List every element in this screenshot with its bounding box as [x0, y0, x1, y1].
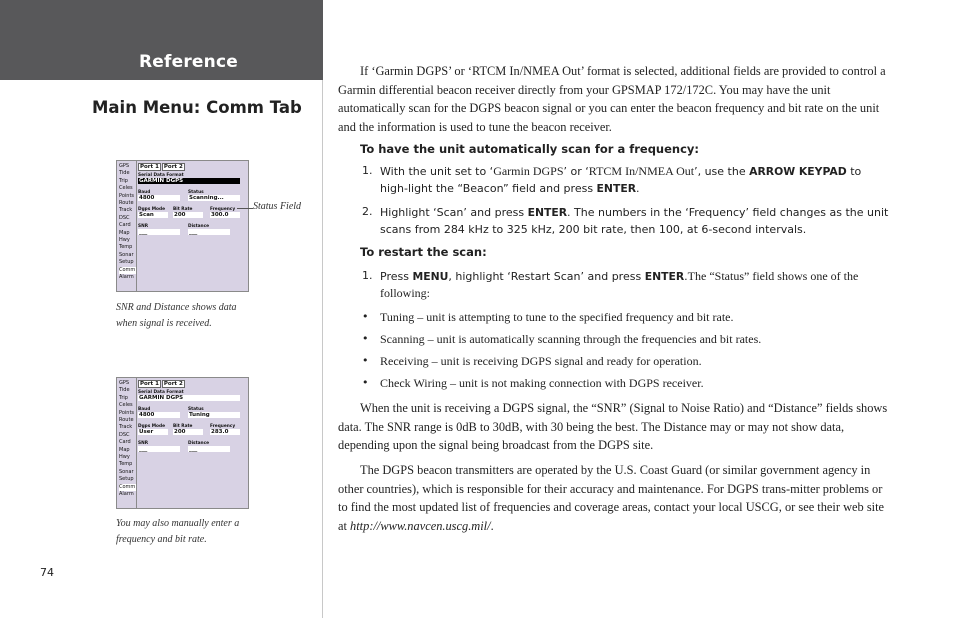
snr-label: SNR [138, 224, 148, 229]
sidebar-item: Tide [119, 170, 130, 177]
status-label: Status [188, 407, 204, 412]
sidebar-item-comm: Comm [119, 483, 136, 490]
sidebar-item: Sonar [119, 251, 134, 258]
sidebar-item: Setup [119, 476, 134, 483]
baud-value: 4800 [138, 195, 180, 201]
dgps-mode-value: User [138, 429, 168, 435]
caption-manual-entry: You may also manually enter a frequency and bit rate. [116, 518, 240, 545]
status-field-callout: Status Field [253, 201, 302, 212]
bullet-icon: • [362, 332, 369, 345]
serial-format-value: GARMIN DGPS [138, 178, 240, 184]
bullet-icon: • [362, 376, 369, 389]
snr-value: ___ [138, 229, 180, 235]
frequency-value: 300.0 [210, 212, 240, 218]
sidebar-item: Hwy [119, 237, 130, 244]
bit-rate-value: 200 [173, 429, 203, 435]
page-number: 74 [40, 566, 54, 579]
baud-label: Baud [138, 190, 151, 195]
sidebar-item: Tide [119, 387, 130, 394]
status-label: Status [188, 190, 204, 195]
distance-value: ___ [188, 229, 230, 235]
sidebar-item: GPS [119, 380, 130, 386]
dgps-mode-label: Dgps Mode [138, 207, 165, 212]
sidebar-item: Map [119, 446, 130, 453]
column-divider [322, 80, 323, 618]
serial-format-value: GARMIN DGPS [138, 395, 240, 401]
heading-auto-scan: To have the unit automatically scan for a frequency: [360, 142, 700, 156]
sidebar-item: Temp [119, 244, 133, 251]
bit-rate-label: Bit Rate [173, 207, 193, 212]
status-value: Scanning... [188, 195, 240, 201]
screen-sidebar [119, 163, 136, 282]
sidebar-item: Points [119, 409, 135, 416]
coast-guard-paragraph: The DGPS beacon transmitters are operated by the U.S. Coast Guard (or similar government agency in other countries), which is responsible for their accuracy and maintenance. For DGPS trans-mitter problems or to find the most updated list of frequencies and coverage areas, contact your local USCG, or see their web site at http://www.navcen.uscg.mil/. [338, 463, 885, 533]
bit-rate-label: Bit Rate [173, 424, 193, 429]
sidebar-item: Temp [119, 461, 133, 468]
sidebar-item: Alarm [119, 491, 134, 498]
baud-value: 4800 [138, 412, 180, 418]
tab-port-1: Port 1 [140, 381, 159, 387]
distance-value: ___ [188, 446, 230, 452]
sidebar-item: DSC [119, 431, 130, 438]
sidebar-item: GPS [119, 163, 130, 169]
sidebar-item: Card [119, 439, 131, 446]
tab-label: Reference [139, 52, 238, 72]
sidebar-item-comm: Comm [119, 266, 136, 273]
bullet-icon: • [362, 310, 369, 323]
step-number: 1. [362, 164, 373, 177]
serial-format-label: Serial Data Format [138, 173, 184, 178]
step-1: With the unit set to ‘Garmin DGPS’ or ‘RTCM In/NMEA Out’, use the ARROW KEYPAD to high-light the “Beacon” field and press ENTER. [380, 164, 862, 195]
sidebar-item: Sonar [119, 468, 134, 475]
uscg-link[interactable]: http://www.navcen.uscg.mil/ [350, 518, 491, 533]
reference-tab [0, 0, 323, 80]
caption-snr-distance: SNR and Distance shows data when signal is received. [116, 302, 237, 329]
sidebar-item: Route [119, 417, 134, 424]
sidebar-item: Trip [119, 394, 128, 401]
sidebar-item: DSC [119, 214, 130, 221]
list-item: Receiving – unit is receiving DGPS signal and ready for operation. [380, 354, 702, 368]
screen-content [138, 380, 245, 452]
sidebar-item: Track [119, 424, 133, 431]
frequency-label: Frequency [210, 424, 236, 429]
bit-rate-value: 200 [173, 212, 203, 218]
restart-step-1: Press MENU, highlight ‘Restart Scan’ and press ENTER.The “Status” field shows one of the following: [380, 269, 859, 300]
list-item: Tuning – unit is attempting to tune to the specified frequency and bit rate. [380, 310, 734, 324]
list-item: Check Wiring – unit is not making connection with DGPS receiver. [380, 376, 704, 390]
serial-format-label: Serial Data Format [138, 390, 184, 395]
sidebar-item: Route [119, 200, 134, 207]
frequency-value: 283.0 [210, 429, 240, 435]
dgps-mode-value: Scan [138, 212, 168, 218]
distance-label: Distance [188, 224, 210, 229]
status-value: Tuning [188, 412, 240, 418]
snr-paragraph: When the unit is receiving a DGPS signal, the “SNR” (Signal to Noise Ratio) and “Distance” fields shows data. The SNR range is 0dB to 30dB, with 30 being the best. The Distance may or may not show data, depending upon the signal being broadcast from the DGPS site. [338, 401, 888, 453]
tab-port-2: Port 2 [163, 164, 183, 170]
sidebar-item: Track [119, 207, 133, 214]
sidebar-item: Alarm [119, 274, 134, 281]
tab-port-2: Port 2 [163, 381, 183, 387]
tab-port-1: Port 1 [140, 164, 159, 170]
device-screen-scanning [116, 160, 249, 292]
sidebar-item: Trip [119, 177, 128, 184]
screen-content [138, 163, 245, 235]
intro-paragraph: If ‘Garmin DGPS’ or ‘RTCM In/NMEA Out’ format is selected, additional fields are provided to control a Garmin differential beacon receiver directly from your GPSMAP 172/172C. You may have the unit automatically scan for the DGPS beacon signal or you can enter the beacon frequency and bit rate on the unit and the information is used to tune the beacon receiver. [338, 64, 886, 134]
sidebar-item: Map [119, 229, 130, 236]
step-2: Highlight ‘Scan’ and press ENTER. The numbers in the ‘Frequency’ field changes as the unit scans from 284 kHz to 325 kHz, 200 bit rate, then 100, at 6-second intervals. [380, 206, 889, 236]
list-item: Scanning – unit is automatically scanning through the frequencies and bit rates. [380, 332, 762, 346]
sidebar-item: Setup [119, 259, 134, 266]
snr-label: SNR [138, 441, 148, 446]
heading-restart-scan: To restart the scan: [360, 245, 487, 259]
step-number: 1. [362, 269, 373, 282]
sidebar-item: Card [119, 222, 131, 229]
screen-tabs [138, 380, 245, 388]
bullet-icon: • [362, 354, 369, 367]
section-title: Main Menu: Comm Tab [92, 98, 302, 117]
sidebar-item: Celes [119, 402, 133, 409]
screen-tabs [138, 163, 245, 171]
sidebar-item: Celes [119, 185, 133, 192]
baud-label: Baud [138, 407, 151, 412]
frequency-label: Frequency [210, 207, 236, 212]
status-field-pointer [237, 208, 253, 209]
sidebar-item: Hwy [119, 454, 130, 461]
step-number: 2. [362, 205, 373, 218]
snr-value: ___ [138, 446, 180, 452]
device-screen-tuning [116, 377, 249, 509]
dgps-mode-label: Dgps Mode [138, 424, 165, 429]
sidebar-item: Points [119, 192, 135, 199]
distance-label: Distance [188, 441, 210, 446]
screen-sidebar [119, 380, 136, 499]
